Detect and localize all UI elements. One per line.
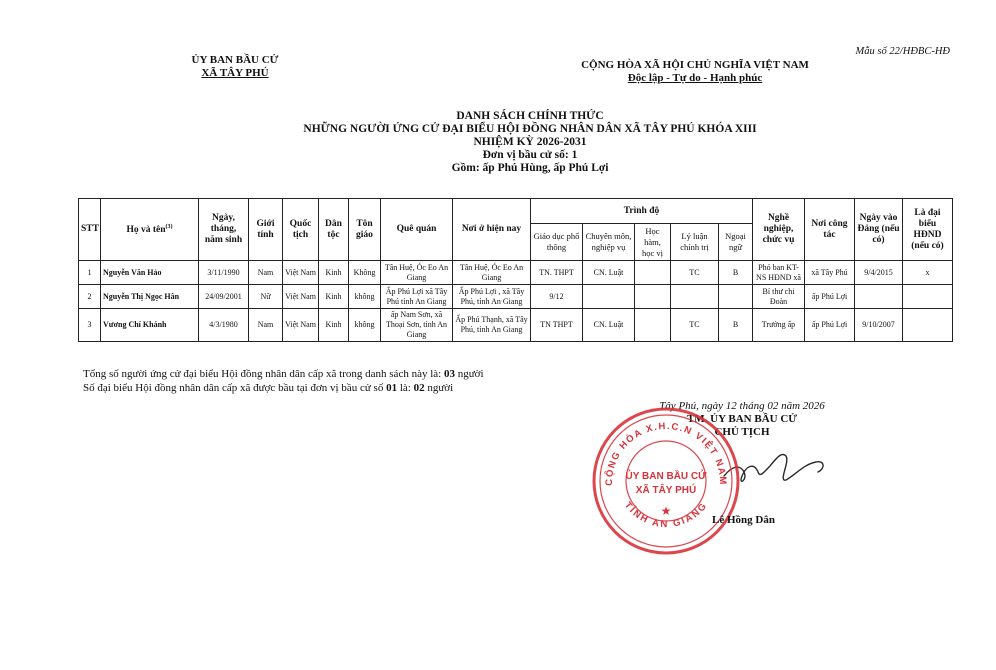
header-workplace: Nơi công tác (805, 199, 855, 261)
table-row (79, 309, 953, 342)
header-dob: Ngày, tháng, năm sinh (199, 199, 249, 261)
cell-residence: Ấp Phú Lợi , xã Tây Phú, tỉnh An Giang (453, 285, 531, 309)
cell-party-date (855, 285, 903, 309)
svg-text:★: ★ (660, 504, 672, 518)
header-religion: Tôn giáo (349, 199, 381, 261)
form-number: Mẫu số 22/HĐBC-HĐ (855, 46, 950, 57)
signature-role: TM. ỦY BAN BẦU CỬ (686, 413, 798, 425)
summary-total-candidates: Tổng số người ứng cử đại biểu Hội đồng nhân dân cấp xã trong danh sách này là: 03 người (83, 368, 484, 380)
cell-name: Vương Chí Khánh (101, 309, 199, 342)
title-line2: NHỮNG NGƯỜI ỨNG CỬ ĐẠI BIỂU HỘI ĐỒNG NHÂN DÂN XÃ TÂY PHÚ KHÓA XIII (303, 123, 757, 135)
svg-text:ỦY BAN BẦU CỬ: ỦY BAN BẦU CỬ (625, 471, 707, 482)
document-title (250, 110, 810, 175)
cell-language (719, 285, 753, 309)
cell-occupation: Trưởng ấp (753, 309, 805, 342)
table-row (79, 285, 953, 309)
cell-occupation: Phó ban KT-NS HĐND xã (753, 261, 805, 285)
cell-residence: Ấp Phú Thạnh, xã Tây Phú, tỉnh An Giang (453, 309, 531, 342)
cell-occupation: Bí thư chi Đoàn (753, 285, 805, 309)
national-title: CỘNG HÒA XÃ HỘI CHỦ NGHĨA VIỆT NAM (581, 59, 809, 71)
cell-language: B (719, 309, 753, 342)
cell-ethnicity: Kinh (319, 285, 349, 309)
header-general-edu: Giáo dục phổ thông (531, 224, 583, 261)
header-education-group: Trình độ (531, 199, 753, 224)
official-seal-icon (590, 405, 742, 557)
cell-residence: Tân Huệ, Óc Eo An Giang (453, 261, 531, 285)
cell-politics: TC (671, 309, 719, 342)
cell-stt: 2 (79, 285, 101, 309)
cell-religion: Không (349, 261, 381, 285)
header-is-delegate: Là đại biểu HĐND (nếu có) (903, 199, 953, 261)
candidate-table (78, 198, 953, 342)
cell-name: Nguyễn Thị Ngọc Hân (101, 285, 199, 309)
header-ethnicity: Dân tộc (319, 199, 349, 261)
cell-dob: 24/09/2001 (199, 285, 249, 309)
cell-general-edu: 9/12 (531, 285, 583, 309)
header-stt: STT (79, 199, 101, 261)
signer-name: Lê Hồng Dân (712, 514, 775, 526)
national-motto: Độc lập - Tự do - Hạnh phúc (627, 72, 763, 84)
svg-text:XÃ TÂY PHÚ: XÃ TÂY PHÚ (635, 485, 697, 496)
header-degree: Học hàm, học vị (635, 224, 671, 261)
table-row (79, 261, 953, 285)
title-line4: Đơn vị bầu cử số: 1 (482, 149, 578, 161)
signature-date: Tây Phú, ngày 12 tháng 02 năm 2026 (659, 400, 825, 412)
cell-language: B (719, 261, 753, 285)
cell-specialty (583, 285, 635, 309)
national-header (545, 59, 845, 85)
cell-ethnicity: Kinh (319, 261, 349, 285)
header-politics: Lý luận chính trị (671, 224, 719, 261)
cell-degree (635, 261, 671, 285)
summary (83, 367, 484, 395)
cell-hometown: Tân Huệ, Óc Eo An Giang (381, 261, 453, 285)
svg-text:CỘNG HÒA X.H.C.N VIỆT NAM: CỘNG HÒA X.H.C.N VIỆT NAM (603, 420, 729, 486)
cell-party-date: 9/4/2015 (855, 261, 903, 285)
cell-is-delegate (903, 309, 953, 342)
cell-dob: 4/3/1980 (199, 309, 249, 342)
header-gender: Giới tính (249, 199, 283, 261)
header-nationality: Quốc tịch (283, 199, 319, 261)
cell-degree (635, 309, 671, 342)
header-specialty: Chuyên môn, nghiệp vụ (583, 224, 635, 261)
cell-specialty: CN. Luật (583, 309, 635, 342)
header-residence: Nơi ở hiện nay (453, 199, 531, 261)
cell-nationality: Việt Nam (283, 309, 319, 342)
header-name: Họ và tên$^{(3)}$ (101, 199, 199, 261)
cell-is-delegate: x (903, 261, 953, 285)
header-hometown: Quê quán (381, 199, 453, 261)
cell-religion: không (349, 309, 381, 342)
cell-hometown: Ấp Phú Lợi xã Tây Phú tỉnh An Giang (381, 285, 453, 309)
title-line5: Gồm: ấp Phú Hùng, ấp Phú Lợi (451, 162, 609, 174)
cell-stt: 3 (79, 309, 101, 342)
cell-general-edu: TN THPT (531, 309, 583, 342)
cell-stt: 1 (79, 261, 101, 285)
cell-workplace: xã Tây Phú (805, 261, 855, 285)
summary-seats: Số đại biểu Hội đồng nhân dân cấp xã được bầu tại đơn vị bầu cử số 01 là: 02 người (83, 382, 454, 394)
cell-specialty: CN. Luật (583, 261, 635, 285)
cell-workplace: ấp Phú Lợi (805, 285, 855, 309)
cell-dob: 3/11/1990 (199, 261, 249, 285)
signature-title: CHỦ TỊCH (714, 426, 770, 438)
header-occupation: Nghề nghiệp, chức vụ (753, 199, 805, 261)
cell-hometown: ấp Nam Sơn, xã Thoại Sơn, tỉnh An Giang (381, 309, 453, 342)
header-language: Ngoại ngữ (719, 224, 753, 261)
cell-politics (671, 285, 719, 309)
cell-ethnicity: Kinh (319, 309, 349, 342)
cell-politics: TC (671, 261, 719, 285)
svg-text:TỈNH AN GIANG: TỈNH AN GIANG (621, 499, 711, 531)
cell-name: Nguyễn Văn Hảo (101, 261, 199, 285)
cell-party-date: 9/10/2007 (855, 309, 903, 342)
cell-gender: Nữ (249, 285, 283, 309)
header-name-footnote: (3) (165, 224, 173, 231)
cell-is-delegate (903, 285, 953, 309)
cell-nationality: Việt Nam (283, 285, 319, 309)
issuer-line2: XÃ TÂY PHÚ (201, 67, 269, 79)
issuer-line1: ỦY BAN BẦU CỬ (191, 54, 279, 66)
cell-religion: không (349, 285, 381, 309)
cell-nationality: Việt Nam (283, 261, 319, 285)
cell-gender: Nam (249, 261, 283, 285)
issuer-header (150, 54, 320, 80)
cell-gender: Nam (249, 309, 283, 342)
cell-general-edu: TN. THPT (531, 261, 583, 285)
title-line1: DANH SÁCH CHÍNH THỨC (456, 110, 604, 122)
cell-workplace: ấp Phú Lợi (805, 309, 855, 342)
cell-degree (635, 285, 671, 309)
title-line3: NHIỆM KỲ 2026-2031 (473, 136, 587, 148)
header-party-date: Ngày vào Đảng (nếu có) (855, 199, 903, 261)
